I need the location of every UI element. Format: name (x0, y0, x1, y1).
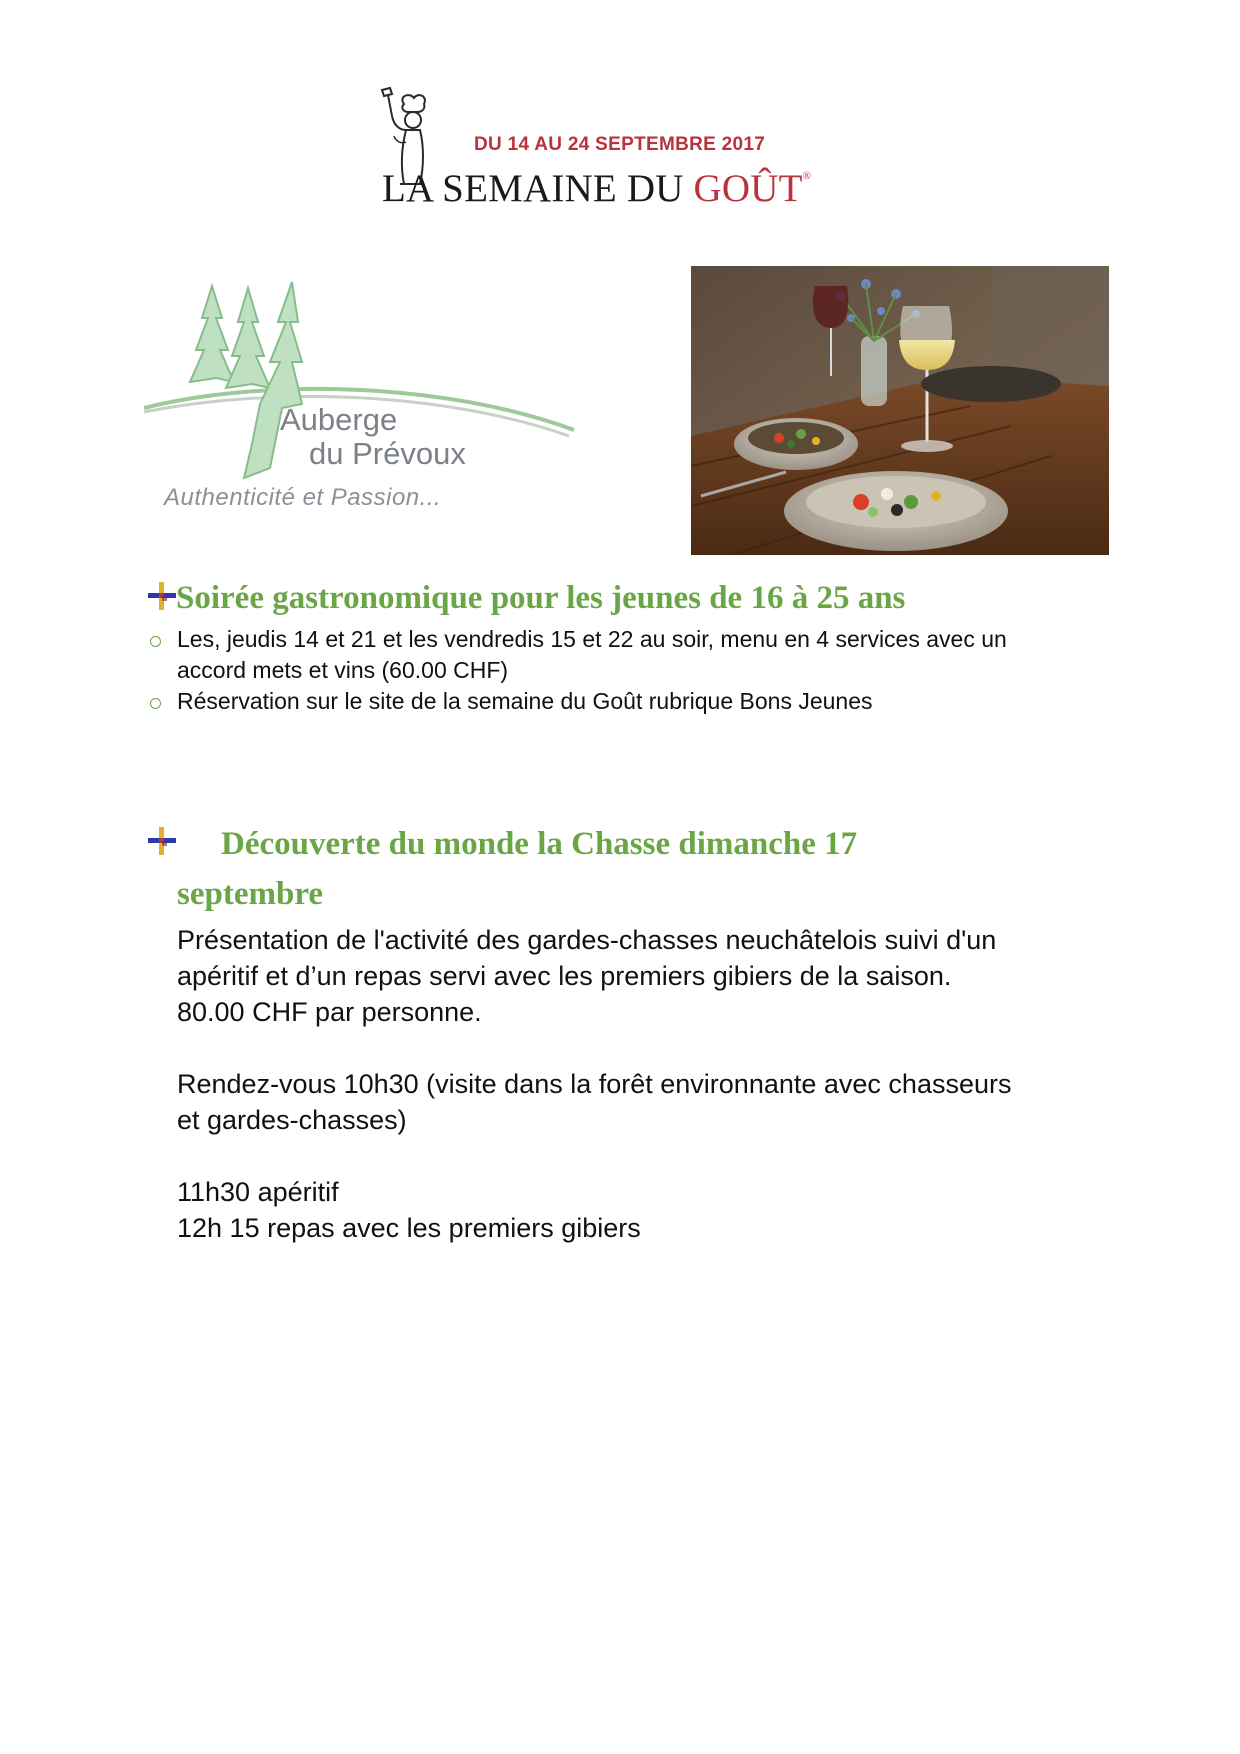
hunting-description-line-1: Présentation de l'activité des gardes-chasses neuchâtelois suivi d'un (177, 925, 997, 955)
event-title-main: LA SEMAINE DU (382, 167, 694, 210)
dinner-table-photo (691, 266, 1109, 555)
registered-mark: ® (802, 170, 812, 182)
section-title-hunting-line-1: Découverte du monde la Chasse dimanche 17 (221, 826, 858, 862)
list-item-dates-line-1: Les, jeudis 14 et 21 et les vendredis 15 et 22 au soir, menu en 4 services avec un (177, 626, 1007, 652)
event-banner (364, 86, 844, 212)
photo-illustration (691, 266, 1109, 555)
meal-time: 12h 15 repas avec les premiers gibiers (177, 1213, 641, 1243)
list-item-dates-line-2: accord mets et vins (60.00 CHF) (177, 657, 509, 683)
logo-name-line-2: du Prévoux (309, 436, 466, 471)
cross-bullet-icon (148, 827, 176, 855)
event-dates: DU 14 AU 24 SEPTEMBRE 2017 (474, 134, 766, 155)
list-item-reservation: Réservation sur le site de la semaine du Goût rubrique Bons Jeunes (177, 688, 873, 714)
cross-bullet-icon (148, 582, 176, 610)
section-title-youth-evening: Soirée gastronomique pour les jeunes de 16 à 25 ans (176, 580, 906, 616)
section-title-hunting-line-2: septembre (177, 876, 324, 912)
list-bullet (150, 636, 161, 647)
hunting-description-line-2: apéritif et d’un repas servi avec les premiers gibiers de la saison. (177, 961, 952, 991)
meeting-time-line-1: Rendez-vous 10h30 (visite dans la forêt environnante avec chasseurs (177, 1069, 1012, 1099)
aperitif-time: 11h30 apéritif (177, 1177, 339, 1207)
logo-tagline: Authenticité et Passion... (164, 484, 442, 511)
event-title (382, 166, 811, 211)
event-title-accent: GOÛT (693, 167, 803, 210)
meeting-time-line-2: et gardes-chasses) (177, 1105, 407, 1135)
logo-name-line-1: Auberge (280, 402, 398, 437)
list-bullet (150, 698, 161, 709)
hunting-price: 80.00 CHF par personne. (177, 997, 482, 1027)
auberge-logo (144, 278, 576, 528)
